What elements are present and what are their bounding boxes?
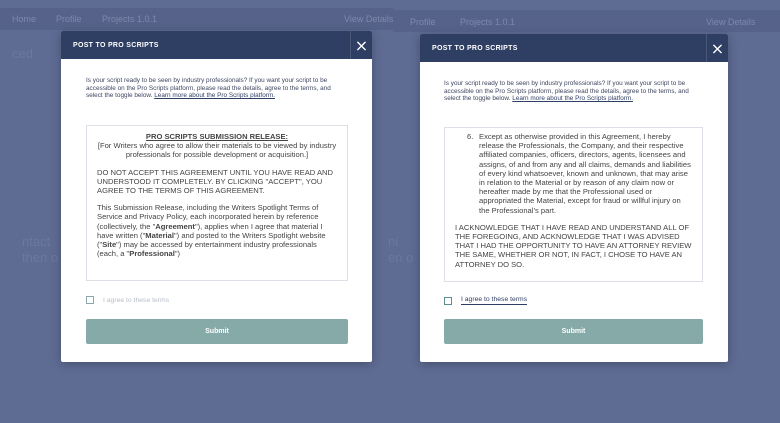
background-nav-item: Projects 1.0.1: [460, 17, 516, 27]
modal-intro: [444, 80, 704, 103]
background-nav-item: Profile: [56, 14, 82, 24]
background-nav-link: View Details: [344, 14, 394, 24]
terms-title: PRO SCRIPTS SUBMISSION RELEASE:: [145, 132, 289, 141]
background-nav-link: View Details: [706, 17, 756, 27]
modal-intro: [86, 77, 347, 100]
clause-text: Except as otherwise provided in this Agreement, I hereby release the Professionals, the Company, and their respective affiliated companies, officers, directors, agents, licensees and assigns, of and from any and all claims, demands and liabilities of every kind whatsoever, known and unknown, that may arise in relation to the Material or by reason of any claim now or hereafter made by me that the Professional used or appropriated the Material, except for fraud or willful injury on the Professional’s part.: [479, 132, 691, 215]
background-nav-item: Profile: [410, 17, 436, 27]
learn-more-link[interactable]: Learn more about the Pro Scripts platform.: [512, 95, 633, 103]
close-icon[interactable]: ×: [706, 34, 728, 62]
modal-header: [420, 34, 728, 62]
background-nav-item: Projects 1.0.1: [102, 14, 158, 24]
submit-button[interactable]: Submit: [86, 319, 348, 344]
agree-label: I agree to these terms: [103, 296, 170, 304]
agree-checkbox[interactable]: [86, 296, 94, 304]
submit-button[interactable]: Submit: [444, 319, 703, 344]
agree-terms-checkbox-row[interactable]: [444, 296, 527, 305]
close-icon[interactable]: ×: [350, 31, 372, 59]
terms-scroll-box[interactable]: [444, 127, 703, 282]
background-fragment: en o: [388, 250, 414, 265]
background-fragment: ni: [388, 234, 399, 249]
background-fragment: ced: [12, 46, 33, 61]
intro-text: Is your script ready to be seen by industry professionals? If you want your script to be accessible on the Pro Scripts platform, please read the details, agree to the terms, and select the toggle below.: [444, 80, 689, 103]
modal-header: [61, 31, 372, 59]
agree-terms-checkbox-row[interactable]: [86, 296, 169, 304]
terms-clause: [455, 132, 693, 215]
pro-scripts-modal-right: [420, 34, 728, 362]
background-nav-item: Home: [12, 14, 37, 24]
clause-number: 6.: [467, 132, 474, 141]
modal-title: POST TO PRO SCRIPTS: [73, 41, 159, 49]
background-fragment: then o: [22, 250, 59, 265]
terms-scroll-box[interactable]: [86, 125, 348, 281]
terms-paragraph: This Submission Release, including the Writers Spotlight Terms of Service and Privacy Policy, each incorporated herein by reference (collectively, the "Agreement"), applies when I agree that material I have written ("Material") and posted to the Writers Spotlight website ("Site") may be accessed by entertainment industry professionals (each, a "Professional"): [97, 203, 326, 259]
terms-acknowledgement: I ACKNOWLEDGE THAT I HAVE READ AND UNDERSTAND ALL OF THE FOREGOING, AND ACKNOWLEDGE THAT I WAS ADVISED THAT I HAD THE OPPORTUNITY TO HAVE AN ATTORNEY REVIEW THE SAME, WHETHER OR NOT, IN FACT, I CHOSE TO HAVE AN ATTORNEY DO SO.: [455, 222, 692, 269]
learn-more-link[interactable]: Learn more about the Pro Scripts platform.: [154, 92, 275, 100]
terms-subtitle: [For Writers who agree to allow their materials to be viewed by industry professionals for possible development or acquisition.]: [97, 141, 337, 160]
background-fragment: ntact: [22, 234, 51, 249]
agree-checkbox[interactable]: [444, 297, 452, 305]
pro-scripts-modal-left: [61, 31, 372, 362]
terms-paragraph: DO NOT ACCEPT THIS AGREEMENT UNTIL YOU HAVE READ AND UNDERSTOOD IT COMPLETELY. BY CLICKING "ACCEPT", YOU AGREE TO THE TERMS OF THIS AGREEMENT.: [97, 167, 334, 196]
modal-title: POST TO PRO SCRIPTS: [432, 44, 518, 52]
agree-label: I agree to these terms: [461, 296, 528, 303]
intro-text: Is your script ready to be seen by industry professionals? If you want your script to be accessible on the Pro Scripts platform, please read the details, agree to the terms, and select the toggle below.: [86, 77, 331, 100]
